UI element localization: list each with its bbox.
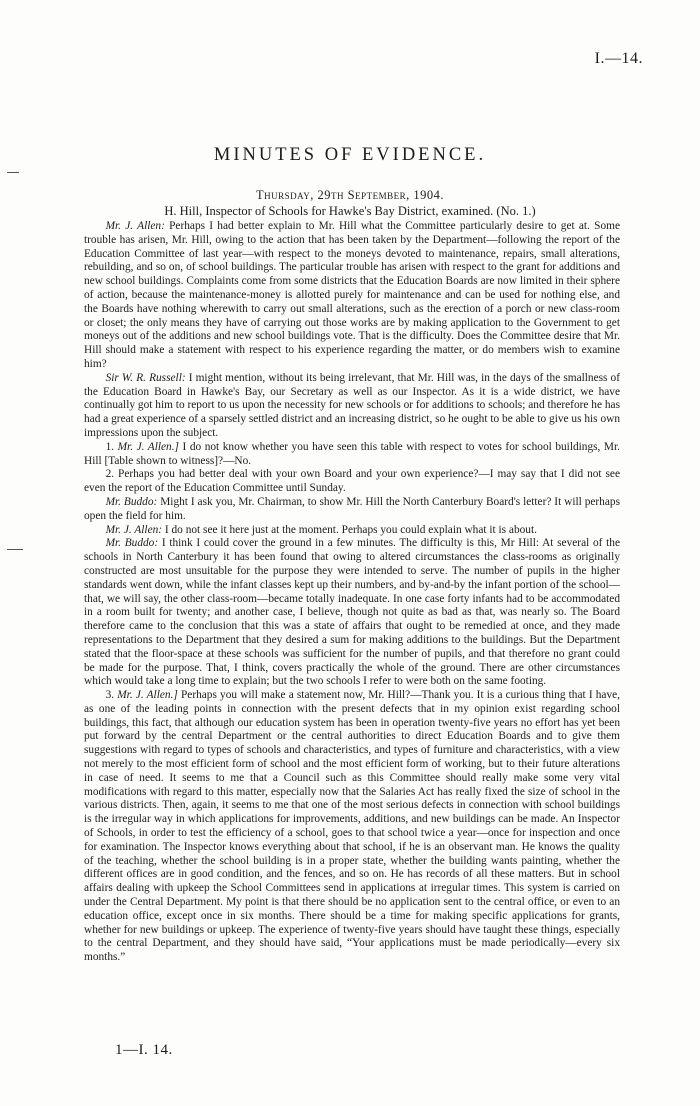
evidence-paragraph xyxy=(84,372,620,441)
speaker-name: Mr. J. Allen.] xyxy=(117,689,178,702)
margin-mark xyxy=(7,172,19,173)
evidence-paragraph xyxy=(84,220,620,372)
paragraph-text: Perhaps you will make a statement now, Mr. Hill?—Thank you. It is a curious thing that I have, as one of the leading points in connection with the present defects that in my opinion exist regarding school buildings, this fact, that although our education system has been in operation twenty-five years no effort has yet been put forward by the central Department or the central authorities to direct Education Boards and to give them suggestions with regard to types of schools and characteristics, and types of furniture and characteristics, with a view not merely to the most efficient form of school and the most efficient form of working, but to their future alterations in case of need. It seems to me that a Council such as this Committee should really make some very vital modifications with regard to this matter, especially now that the Salaries Act has really fixed the size of school in the various districts. Then, again, it seems to me that one of the most serious defects in connection with school buildings is the irregular way in which applications for improvements, additions, and new buildings can be made. An Inspector of Schools, in order to test the efficiency of a school, goes to that school twice a year—once for inspection and once for examination. The Inspector knows everything about that school, if he is an observant man. He knows the quality of the teaching, whether the school building is in a proper state, whether the building wants painting, whether the different offices are in good condition, and the fences, and so on. He has records of all these matters. But in school affairs dealing with upkeep the School Committees send in applications at irregular times. This system is carried on under the Central Department. My point is that there should be no application sent to the central office, or even to an education office, except once in six months. There should be a time for making specific applications for grants, whether for new buildings or upkeep. The experience of twenty-five years should have taught these things, especially to the central Department, and they should have said, “Your applications must be made periodically—every six months.” xyxy=(84,689,620,964)
evidence-paragraph xyxy=(84,524,620,538)
witness-line: H. Hill, Inspector of Schools for Hawke's Bay District, examined. (No. 1.) xyxy=(164,204,536,218)
paragraph-text: Perhaps you had better deal with your own Board and your own experience?—I may say that I did not see even the report of the Education Committee until Sunday. xyxy=(84,468,620,495)
question-number: 3. xyxy=(105,689,118,702)
speaker-name: Sir W. R. Russell: xyxy=(105,371,186,384)
evidence-paragraph xyxy=(84,689,620,965)
paragraph-text: I do not know whether you have seen this table with respect to votes for school buildings, Mr. Hill [Table shown to witness]?—No. xyxy=(84,440,620,467)
evidence-paragraph xyxy=(84,468,620,496)
paragraph-text: Perhaps I had better explain to Mr. Hill what the Committee particularly desire to get at. Some trouble has arisen, Mr. Hill, owing to the action that has been taken by the Department—following the report of the Education Committee of last year—with respect to the moneys devoted to maintenance, repairs, small alterations, rebuilding, and so on, of school buildings. The particular trouble has arisen with respect to the grant for additions and new school buildings. Complaints come from some districts that the Education Boards are now limited in their sphere of action, because the maintenance-money is allotted purely for maintenance and can be used for nothing else, and the Boards have nothing wherewith to carry out small alterations, such as the erection of a porch or new class-room or closet; the only means they have of carrying out those works are by making application to the Government to get moneys out of the additions and new school buildings vote. That is the difficulty. Does the Committee desire that Mr. Hill should make a statement with respect to his experience regarding the matter, or do members wish to examine him? xyxy=(84,220,620,370)
question-number: 1. xyxy=(105,440,118,453)
evidence-paragraph xyxy=(84,496,620,524)
speaker-name: Mr. J. Allen: xyxy=(105,523,163,536)
paragraph-text: I do not see it here just at the moment. Perhaps you could explain what it is about. xyxy=(162,523,537,536)
speaker-name: Mr. Buddo: xyxy=(105,537,159,550)
evidence-paragraph xyxy=(84,441,620,469)
evidence-body xyxy=(84,220,620,965)
minutes-title: MINUTES OF EVIDENCE. xyxy=(213,145,487,165)
question-number: 2. xyxy=(105,468,119,481)
paragraph-text: I think I could cover the ground in a few minutes. The difficulty is this, Mr Hill: At several of the schools in North Canterbury it has been found that owing to altered circumstances the class-rooms as originally constructed are most unsuitable for the purpose they were intended to serve. The number of pupils in the higher standards went down, while the infant classes kept up their numbers, and by-and-by the infant portion of the school—that, we will say, the other class-room—became totally inadequate. In one case forty infants had to be accommodated in a room built for twenty; and another case, I believe, though not quite as bad as that, was nearly so. The Board therefore came to the conclusion that this was a state of affairs that ought to be remedied at once, and they made representations to the Department that they desired a sum for making additions to the buildings. But the Department stated that the floor-space at these schools was sufficient for the number of pupils, and that therefore no grant could be made for the purpose. That, I think, covers practically the whole of the ground. There are other circumstances which would take a long time to explain; but the two schools I refer to were both on the same footing. xyxy=(84,537,620,688)
speaker-name: Mr. J. Allen.] xyxy=(117,440,179,453)
signature-footer: 1—I. 14. xyxy=(115,1042,173,1058)
paragraph-text: Might I ask you, Mr. Chairman, to show Mr. Hill the North Canterbury Board's letter? It will perhaps open the field for him. xyxy=(84,495,620,522)
evidence-paragraph xyxy=(84,537,620,689)
speaker-name: Mr. J. Allen: xyxy=(105,220,165,232)
hearing-date: Thursday, 29th September, 1904. xyxy=(255,188,445,202)
speaker-name: Mr. Buddo: xyxy=(105,495,158,508)
page-reference: I.—14. xyxy=(594,50,643,67)
paragraph-text: I might mention, without its being irrelevant, that Mr. Hill was, in the days of the smallness of the Education Board in Hawke's Bay, our Secretary as well as our Inspector. As it is a wide district, we have continually got him to report to us upon the necessity for new schools or for additions to schools; and therefore he has had a great experience of a sparsely settled district and an increasing district, so he ought to be able to give us his own impressions upon the subject. xyxy=(84,371,620,439)
margin-mark xyxy=(7,549,23,550)
